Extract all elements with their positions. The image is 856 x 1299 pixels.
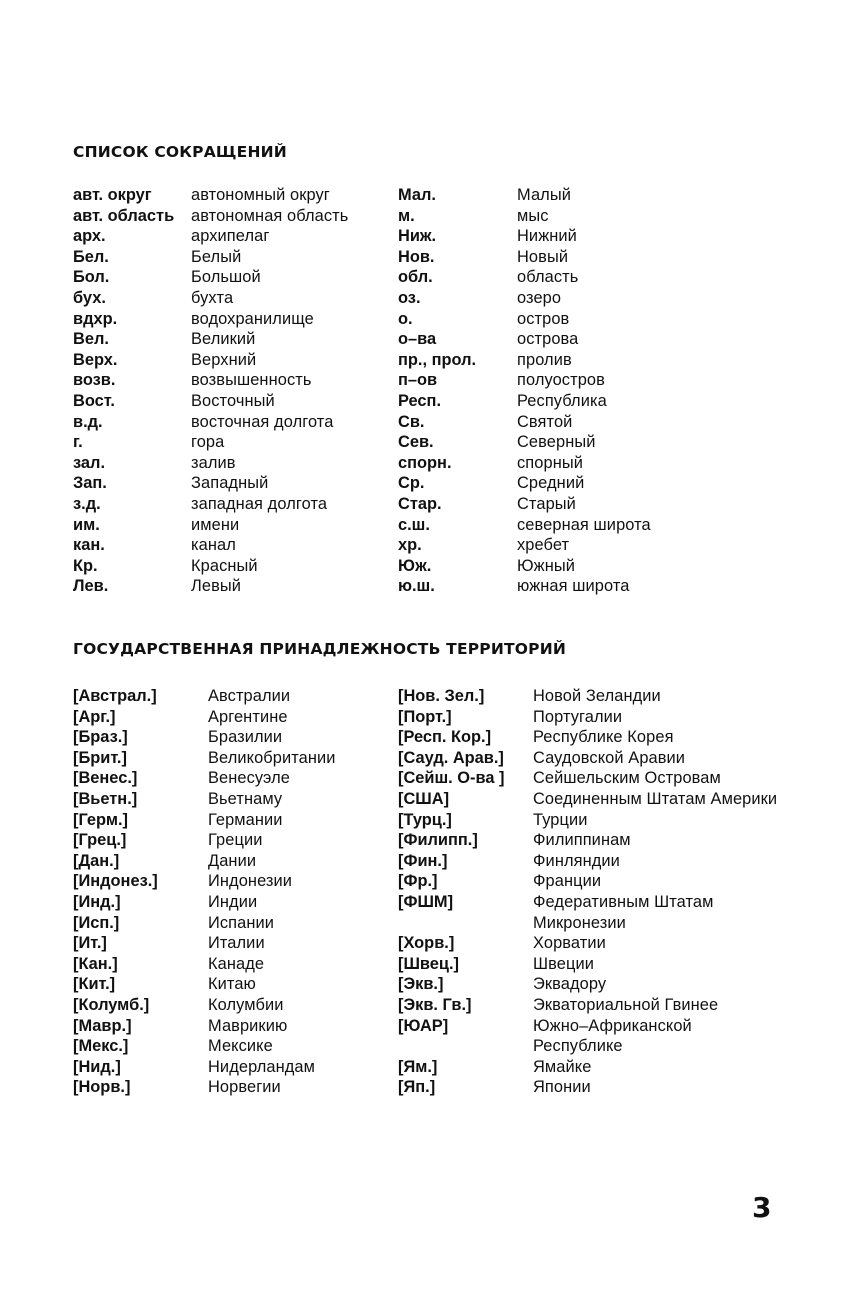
abbreviation-meaning: Великий (191, 330, 256, 349)
abbreviation-term: [Дан.] (73, 851, 120, 870)
abbreviation-term: [Колумб.] (73, 995, 150, 1014)
abbreviation-meaning: Северный (517, 433, 596, 452)
territories-heading: ГОСУДАРСТВЕННАЯ ПРИНАДЛЕЖНОСТЬ ТЕРРИТОРИЙ (73, 640, 567, 658)
abbreviation-term: Вел. (73, 330, 109, 349)
abbreviation-term: [Вьетн.] (73, 789, 138, 808)
abbreviation-meaning: Швеции (533, 954, 594, 973)
abbreviation-term: Стар. (398, 494, 442, 513)
abbreviation-meaning: водохранилище (191, 309, 314, 328)
abbreviation-term: Респ. (398, 391, 441, 410)
abbreviation-meaning: Новой Зеландии (533, 687, 661, 705)
abbreviation-meaning: Саудовской Аравии (533, 748, 686, 767)
territories-right-full-column (533, 686, 777, 1098)
abbreviation-meaning: Белый (191, 247, 242, 266)
abbreviation-term: [Филипп.] (398, 831, 478, 850)
abbreviation-meaning: Соединенным Штатам Америки (533, 789, 778, 808)
abbreviation-meaning: автономная область (191, 206, 349, 225)
abbreviation-meaning: Республике Корея (533, 728, 674, 747)
abbreviation-term: [Кан.] (73, 954, 118, 973)
abbreviation-term: г. (73, 433, 83, 452)
abbreviation-term: [Кит.] (73, 975, 116, 994)
abbreviation-meaning: Ямайке (533, 1057, 592, 1076)
abbreviation-term: [Герм.] (73, 810, 128, 829)
abbreviation-term: ю.ш. (398, 577, 435, 596)
abbreviation-meaning: Южно–Африканской (533, 1016, 692, 1035)
territories-left-full-column (208, 686, 336, 1098)
abbreviation-meaning: бухта (191, 288, 234, 307)
abbreviation-meaning: Микронезии (533, 913, 626, 932)
abbreviation-meaning: западная долгота (191, 494, 328, 513)
abbreviation-meaning: возвышенность (191, 371, 312, 390)
abbreviation-meaning: гора (191, 433, 225, 452)
abbreviation-meaning: Индии (208, 892, 258, 911)
abbreviation-term (398, 1036, 504, 1057)
abbreviation-meaning: спорный (517, 453, 583, 472)
abbreviation-meaning: имени (191, 515, 240, 534)
abbreviation-meaning: хребет (517, 536, 570, 555)
abbreviation-term: [Сауд. Арав.] (398, 748, 504, 767)
abbreviation-term: зал. (73, 453, 106, 472)
abbreviation-meaning: Бразилии (208, 728, 283, 747)
abbreviation-term: [Браз.] (73, 728, 128, 747)
abbreviation-meaning: Франции (533, 872, 602, 891)
abbreviation-term: [Исп.] (73, 913, 120, 932)
abbreviation-term: в.д. (73, 412, 103, 431)
abbreviation-meaning: Канаде (208, 954, 265, 973)
abbreviation-term: [Мавр.] (73, 1016, 132, 1035)
abbreviation-meaning: Западный (191, 474, 269, 493)
abbreviation-term: Ниж. (398, 227, 437, 246)
abbreviation-meaning: Республика (517, 391, 607, 410)
abbreviation-meaning: Вьетнаму (208, 789, 283, 808)
abbreviations-right-abbr-column (398, 185, 476, 597)
abbreviation-term: бух. (73, 288, 106, 307)
abbreviation-term: им. (73, 515, 100, 534)
abbreviation-meaning: Малый (517, 186, 571, 204)
abbreviation-term: [Экв. Гв.] (398, 995, 472, 1014)
abbreviation-term: авт. округ (73, 186, 152, 204)
abbreviation-term: [Венес.] (73, 769, 138, 788)
abbreviation-meaning: Верхний (191, 350, 257, 369)
abbreviation-term: [Брит.] (73, 748, 127, 767)
abbreviation-meaning: Испании (208, 913, 275, 932)
abbreviation-term (398, 913, 504, 934)
abbreviation-meaning: Большой (191, 268, 261, 287)
abbreviation-term: [США] (398, 789, 450, 808)
abbreviation-meaning: южная широта (517, 577, 630, 596)
abbreviation-meaning: Великобритании (208, 748, 336, 767)
abbreviation-term: [ЮАР] (398, 1016, 449, 1035)
abbreviation-term: [Экв.] (398, 975, 444, 994)
abbreviation-term: [Ям.] (398, 1057, 438, 1076)
abbreviation-meaning: Колумбии (208, 995, 284, 1014)
abbreviation-term: [Грец.] (73, 831, 127, 850)
abbreviation-meaning: Португалии (533, 707, 623, 726)
abbreviation-term: п–ов (398, 371, 438, 390)
abbreviation-term: кан. (73, 536, 105, 555)
abbreviation-meaning: Турции (533, 810, 588, 829)
abbreviation-meaning: Восточный (191, 391, 275, 410)
abbreviation-term: [ФШМ] (398, 892, 454, 911)
abbreviation-meaning: архипелаг (191, 227, 270, 246)
abbreviation-term: [Порт.] (398, 707, 452, 726)
abbreviation-meaning: область (517, 268, 579, 287)
abbreviation-term: Верх. (73, 350, 118, 369)
abbreviation-term: [Индонез.] (73, 872, 158, 891)
abbreviation-term: [Инд.] (73, 892, 121, 911)
abbreviation-term: [Фин.] (398, 851, 448, 870)
abbreviations-right-full-column (517, 185, 651, 597)
abbreviation-meaning: Экваториальной Гвинее (533, 995, 719, 1014)
abbreviation-term: [Фр.] (398, 872, 438, 891)
abbreviation-meaning: автономный округ (191, 186, 330, 204)
abbreviation-term: о. (398, 309, 413, 328)
abbreviation-term: [Ит.] (73, 934, 107, 953)
territories-right-abbr-column (398, 686, 504, 1098)
abbreviation-term: з.д. (73, 494, 101, 513)
abbreviation-meaning: Левый (191, 577, 242, 596)
abbreviation-meaning: Японии (533, 1078, 591, 1097)
abbreviation-meaning: Мексике (208, 1037, 273, 1056)
abbreviations-left-abbr-column (73, 185, 174, 597)
abbreviation-meaning: Нидерландам (208, 1057, 316, 1076)
abbreviation-meaning: Венесуэле (208, 769, 291, 788)
abbreviation-meaning: Федеративным Штатам (533, 892, 714, 911)
abbreviation-meaning: Святой (517, 412, 573, 431)
abbreviation-meaning: Аргентине (208, 707, 288, 726)
abbreviation-meaning: озеро (517, 288, 562, 307)
abbreviations-heading: СПИСОК СОКРАЩЕНИЙ (73, 143, 287, 161)
abbreviation-term: [Нид.] (73, 1057, 121, 1076)
abbreviation-term: [Норв.] (73, 1078, 131, 1097)
abbreviation-meaning: Италии (208, 934, 265, 953)
abbreviation-term: арх. (73, 227, 106, 246)
abbreviation-meaning: пролив (517, 350, 572, 369)
abbreviation-meaning: Нижний (517, 227, 577, 246)
abbreviation-meaning: Филиппинам (533, 831, 631, 850)
abbreviation-meaning: Хорватии (533, 934, 606, 953)
abbreviation-term: [Сейш. О-ва ] (398, 769, 505, 788)
abbreviation-meaning: Сейшельским Островам (533, 769, 721, 788)
abbreviation-term: спорн. (398, 453, 452, 472)
territories-left-abbr-column (73, 686, 158, 1098)
abbreviation-term: Бел. (73, 247, 109, 266)
abbreviations-left-full-column (191, 185, 348, 597)
abbreviation-meaning: канал (191, 536, 236, 555)
abbreviation-term: Юж. (398, 556, 432, 575)
abbreviation-meaning: Австралии (208, 687, 291, 705)
abbreviation-term: Нов. (398, 247, 435, 266)
abbreviation-term: обл. (398, 268, 433, 287)
abbreviation-meaning: Индонезии (208, 872, 293, 891)
abbreviation-meaning: Китаю (208, 975, 256, 994)
abbreviation-meaning: Германии (208, 810, 283, 829)
abbreviation-term: Кр. (73, 556, 98, 575)
abbreviation-meaning: Старый (517, 494, 576, 513)
abbreviation-term: [Арг.] (73, 707, 116, 726)
abbreviation-term: [Турц.] (398, 810, 452, 829)
abbreviation-meaning: Южный (517, 556, 576, 575)
abbreviation-meaning: Эквадору (533, 975, 607, 994)
abbreviation-term: авт. область (73, 206, 175, 225)
abbreviation-meaning: восточная долгота (191, 412, 334, 431)
abbreviation-meaning: Республике (533, 1037, 623, 1056)
abbreviation-term: Мал. (398, 186, 436, 204)
abbreviation-meaning: полуостров (517, 371, 605, 390)
abbreviation-meaning: Средний (517, 474, 585, 493)
abbreviation-term: Бол. (73, 268, 110, 287)
abbreviation-meaning: Красный (191, 556, 258, 575)
page-number: 3 (752, 1191, 772, 1224)
abbreviation-term: хр. (398, 536, 422, 555)
abbreviation-term: Вост. (73, 391, 115, 410)
abbreviation-term: возв. (73, 371, 116, 390)
abbreviation-term: Сев. (398, 433, 434, 452)
abbreviation-meaning: Финляндии (533, 851, 620, 870)
abbreviation-term: [Нов. Зел.] (398, 687, 485, 705)
abbreviation-meaning: Дании (208, 851, 257, 870)
abbreviation-meaning: Маврикию (208, 1016, 288, 1035)
abbreviation-term: [Респ. Кор.] (398, 728, 492, 747)
abbreviation-term: с.ш. (398, 515, 430, 534)
abbreviation-term: Лев. (73, 577, 109, 596)
abbreviation-meaning: Греции (208, 831, 263, 850)
abbreviation-meaning: Новый (517, 247, 569, 266)
abbreviation-term: [Австрал.] (73, 687, 157, 705)
abbreviation-term: пр., прол. (398, 350, 477, 369)
abbreviation-term: [Мекс.] (73, 1037, 129, 1056)
abbreviation-term: [Швец.] (398, 954, 459, 973)
abbreviation-meaning: залив (191, 453, 236, 472)
abbreviation-term: Ср. (398, 474, 425, 493)
abbreviation-term: [Хорв.] (398, 934, 455, 953)
abbreviation-meaning: остров (517, 309, 570, 328)
abbreviation-term: о–ва (398, 330, 437, 349)
abbreviation-term: вдхр. (73, 309, 118, 328)
abbreviation-term: [Яп.] (398, 1078, 436, 1097)
abbreviation-meaning: Норвегии (208, 1078, 281, 1097)
abbreviation-meaning: северная широта (517, 515, 651, 534)
abbreviation-term: оз. (398, 288, 421, 307)
abbreviation-meaning: острова (517, 330, 579, 349)
abbreviation-term: м. (398, 206, 415, 225)
abbreviation-term: Зап. (73, 474, 107, 493)
abbreviation-meaning: мыс (517, 206, 549, 225)
abbreviation-term: Св. (398, 412, 425, 431)
